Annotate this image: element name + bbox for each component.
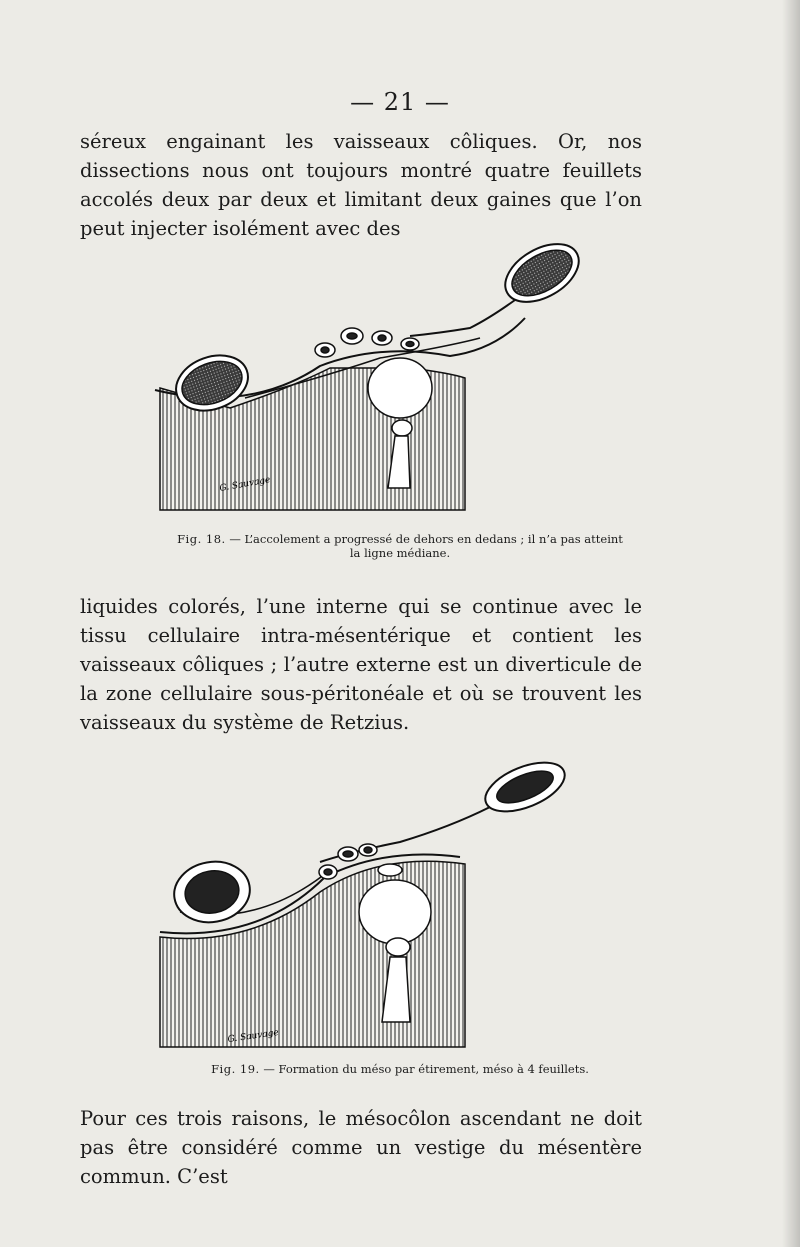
figure-19-illustration (150, 752, 580, 1062)
paragraph-2: liquides colorés, l’une interne qui se continue avec le tissu cellulaire intra-mésentérique et contient les vaisseaux côliques ; l’autre externe est un diverticule de la zone cellulaire sous-péritonéale et où se trouvent les vaisseaux du système de Retzius. (80, 595, 642, 734)
caption-figure-18 (0, 532, 800, 560)
caption-figure-19-text: — Formation du méso par étirement, méso à 4 feuillets. (263, 1062, 589, 1076)
svg-text:G. Sauvage: G. Sauvage (227, 1027, 280, 1045)
vessel-sections (315, 328, 419, 357)
caption-figure-19 (0, 1062, 800, 1076)
svg-text:G. Sauvage: G. Sauvage (218, 475, 272, 494)
upper-right-colon-section-19 (479, 753, 572, 822)
paragraph-3: Pour ces trois raisons, le mésocôlon ascendant ne doit pas être considéré comme un vestige du mésentère commun. C’est (80, 1107, 642, 1188)
paragraph-1: séreux engainant les vaisseaux côliques. Or, nos dissections nous ont toujours montré quatre feuillets accolés deux par deux et limitant deux gaines que l’on peut injecter isolément avec des (80, 130, 642, 240)
upper-right-colon-section (495, 238, 588, 314)
caption-figure-18-line2: la ligne médiane. (349, 546, 451, 560)
page-edge-shadow (782, 0, 800, 1247)
caption-figure-19-label: Fig. 19. (211, 1062, 260, 1076)
figure-18-illustration (150, 238, 590, 518)
page-number: — 21 — (350, 88, 450, 116)
left-colon-section-19 (169, 856, 254, 928)
caption-figure-18-line1: — L’accolement a progressé de dehors en dedans ; il n’a pas atteint (229, 532, 623, 546)
caption-figure-18-label: Fig. 18. (177, 532, 226, 546)
